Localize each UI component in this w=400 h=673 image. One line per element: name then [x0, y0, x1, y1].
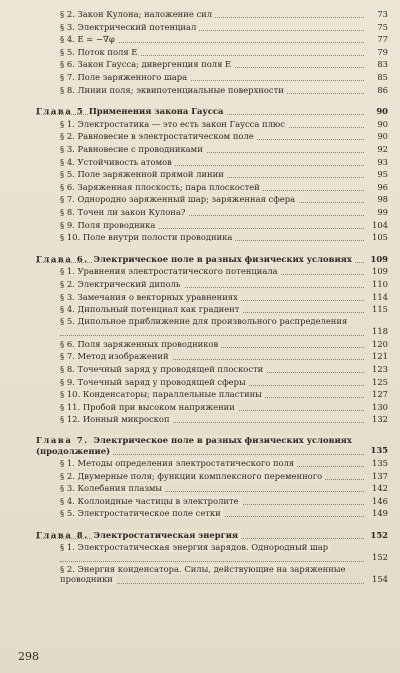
entry-title — [60, 363, 364, 376]
entry-text: § 7. Поле заряженного шара — [60, 72, 190, 82]
entry-title — [60, 219, 364, 232]
toc-entry — [0, 143, 400, 156]
entry-text: § 11. Пробой при высоком напряжении — [60, 402, 238, 412]
entry-text: § 3. Равновесие с проводниками — [60, 144, 206, 154]
entry-title — [60, 118, 364, 131]
toc-entry — [0, 495, 400, 508]
entry-text: § 8. Точечный заряд у проводящей плоскости — [60, 364, 266, 374]
entry-page-number: 120 — [372, 338, 388, 349]
entry-text: § 1. Методы определения электростатического поля — [60, 458, 297, 468]
entry-text: § 12. Ионный микроскоп — [60, 414, 173, 424]
toc-entry — [0, 350, 400, 363]
entry-text: § 7. Однородно заряженный шар; заряженная сфера — [60, 194, 298, 204]
entry-text: § 1. Уравнения электростатического потенциала — [60, 266, 281, 276]
entry-title — [60, 495, 364, 508]
entry-title — [60, 21, 364, 34]
entry-title — [60, 84, 364, 97]
entry-text: § 4. Дипольный потенциал как градиент — [60, 304, 242, 314]
toc-entry — [0, 84, 400, 97]
entry-page-number: 75 — [377, 21, 388, 32]
toc-entry — [0, 181, 400, 194]
toc-entry — [0, 21, 400, 34]
toc-entry — [0, 278, 400, 291]
chapter-title — [36, 105, 364, 118]
entry-page-number: 90 — [377, 118, 388, 129]
entry-text: § 3. Замечания о векторных уравнениях — [60, 292, 241, 302]
entry-text: § 3. Электрический потенциал — [60, 22, 199, 32]
entry-page-number: 92 — [377, 144, 388, 154]
entry-text: § 6. Поля заряженных проводников — [60, 339, 221, 349]
chapter-heading — [0, 435, 400, 457]
entry-page-number: 77 — [377, 34, 388, 45]
entry-page-number: 135 — [370, 445, 388, 455]
entry-text: § 9. Точечный заряд у проводящей сферы — [60, 377, 249, 387]
entry-page-number: 152 — [370, 530, 388, 540]
entry-title — [60, 156, 364, 169]
toc-entry — [0, 206, 400, 219]
entry-page-number: 123 — [372, 364, 388, 374]
toc-entry — [0, 507, 400, 520]
toc-entry — [0, 542, 400, 564]
entry-title — [60, 542, 364, 563]
entry-text: § 7. Метод изображений — [60, 351, 172, 361]
entry-title — [60, 564, 364, 585]
entry-page-number: 135 — [372, 458, 388, 468]
entry-title — [60, 376, 364, 389]
entry-page-number: 127 — [372, 389, 388, 400]
entry-title — [60, 206, 364, 219]
chapter-label: Глава 8. — [36, 530, 94, 540]
entry-page-number: 130 — [372, 401, 388, 412]
entry-title — [60, 130, 364, 143]
chapter-label: Глава 7. — [36, 435, 94, 445]
toc-entry — [0, 457, 400, 470]
toc-entry — [0, 231, 400, 244]
entry-title — [60, 338, 364, 351]
entry-title — [60, 291, 364, 304]
entry-page-number: 142 — [372, 483, 388, 494]
entry-page-number: 114 — [372, 291, 388, 302]
entry-page-number: 85 — [377, 72, 388, 82]
entry-text: § 10. Поле внутри полости проводника — [60, 232, 235, 242]
entry-page-number: 121 — [372, 351, 388, 362]
entry-title — [60, 193, 364, 206]
entry-page-number: 109 — [370, 253, 388, 264]
chapter-heading — [0, 105, 400, 118]
entry-text: § 5. Дипольное приближение для произвольного распределения — [60, 316, 350, 326]
entry-title — [60, 33, 364, 46]
entry-title — [60, 350, 364, 363]
entry-text: § 4. Устойчивость атомов — [60, 157, 175, 167]
toc-entry — [0, 338, 400, 351]
entry-title — [60, 58, 364, 71]
entry-title — [60, 71, 364, 84]
entry-title — [60, 388, 364, 401]
toc-entry — [0, 58, 400, 71]
entry-title — [60, 168, 364, 181]
entry-text: § 2. Равновесие в электростатическом поле — [60, 131, 257, 141]
entry-title — [60, 303, 364, 316]
entry-page-number: 104 — [372, 219, 388, 230]
entry-title — [60, 470, 364, 483]
entry-page-number: 125 — [372, 376, 388, 387]
entry-page-number: 118 — [372, 325, 388, 336]
entry-text: § 3. Колебания плазмы — [60, 483, 165, 493]
entry-page-number: 115 — [372, 304, 388, 315]
entry-text: § 8. Точен ли закон Кулона? — [60, 207, 188, 217]
chapter-heading — [0, 529, 400, 542]
entry-text: § 6. Закон Гаусса; дивергенция поля E — [60, 59, 234, 69]
entry-text: § 2. Электрический диполь — [60, 279, 184, 289]
entry-title — [60, 482, 364, 495]
entry-title — [60, 8, 364, 21]
entry-text: § 1. Электростатика — это есть закон Гаусса плюс — [60, 119, 288, 129]
entry-text: Электрическое поле в разных физических условиях (продолжение) — [36, 435, 352, 456]
entry-page-number: 86 — [377, 84, 388, 95]
entry-text: § 2. Закон Кулона; наложение сил — [60, 9, 215, 19]
entry-title — [60, 181, 364, 194]
entry-page-number: 98 — [377, 194, 388, 205]
page-number: 298 — [18, 650, 39, 663]
entry-page-number: 96 — [377, 181, 388, 192]
entry-text: Применения закона Гаусса — [89, 106, 227, 116]
entry-text: § 4. E = −∇φ — [60, 34, 118, 44]
toc-entry — [0, 71, 400, 84]
toc-entry — [0, 8, 400, 21]
chapter-title — [36, 529, 364, 542]
entry-page-number: 154 — [372, 573, 388, 584]
entry-text: Электрическое поле в разных физических условиях — [93, 254, 355, 264]
entry-text: § 8. Линии поля; эквипотенциальные поверхности — [60, 85, 287, 95]
entry-page-number: 93 — [377, 156, 388, 167]
entry-title — [60, 457, 364, 470]
entry-page-number: 146 — [372, 495, 388, 506]
toc-entry — [0, 265, 400, 278]
toc-entry — [0, 470, 400, 483]
toc-entry — [0, 376, 400, 389]
toc-entry — [0, 303, 400, 316]
entry-page-number: 90 — [377, 131, 388, 142]
toc-entry — [0, 219, 400, 232]
entry-page-number: 105 — [372, 232, 388, 243]
toc-entry — [0, 482, 400, 495]
entry-page-number: 95 — [377, 169, 388, 180]
toc-entry — [0, 401, 400, 414]
entry-title — [60, 143, 364, 156]
entry-page-number: 99 — [377, 207, 388, 217]
entry-page-number: 73 — [377, 9, 388, 19]
entry-title — [60, 265, 364, 278]
entry-page-number: 109 — [372, 266, 388, 277]
entry-page-number: 90 — [376, 106, 388, 117]
entry-title — [60, 507, 364, 520]
chapter-title — [36, 435, 364, 456]
entry-text: § 6. Заряженная плоскость; пара плоскостей — [60, 182, 263, 192]
chapter-label: Глава 6. — [36, 253, 94, 264]
entry-page-number: 110 — [372, 279, 388, 289]
entry-page-number: 137 — [372, 470, 388, 481]
entry-text: § 5. Электростатическое поле сетки — [60, 508, 224, 518]
toc-entry — [0, 156, 400, 169]
entry-text: § 4. Коллоидные частицы в электролите — [60, 496, 242, 506]
entry-text: Электростатическая энергия — [93, 530, 241, 540]
chapter-label: Глава 5 — [36, 106, 89, 117]
toc-entry — [0, 291, 400, 304]
entry-page-number: 83 — [377, 59, 388, 70]
toc-entry — [0, 130, 400, 143]
entry-title — [60, 278, 364, 291]
entry-text: § 2. Двумерные поля; функции комплексного переменного — [60, 471, 325, 481]
entry-text: § 5. Поток поля E — [60, 47, 140, 57]
entry-text: § 9. Поля проводника — [60, 220, 158, 230]
entry-text: § 2. Энергия конденсатора. Силы, действующие на заряженные проводники — [60, 563, 346, 585]
entry-text: § 1. Электростатическая энергия зарядов. Однородный шар — [60, 542, 331, 552]
entry-page-number: 152 — [372, 551, 388, 562]
toc-entry — [0, 316, 400, 338]
entry-title — [60, 316, 364, 337]
toc-entry — [0, 46, 400, 59]
entry-page-number: 132 — [372, 414, 388, 425]
entry-title — [60, 46, 364, 59]
toc-entry — [0, 564, 400, 586]
entry-page-number: 149 — [372, 508, 388, 519]
entry-text: § 5. Поле заряженной прямой линии — [60, 169, 227, 179]
toc-entry — [0, 118, 400, 131]
entry-page-number: 79 — [377, 46, 388, 57]
entry-title — [60, 413, 364, 426]
toc-entry — [0, 193, 400, 206]
entry-text: § 10. Конденсаторы; параллельные пластины — [60, 389, 265, 399]
chapter-title — [36, 253, 364, 266]
toc-entry — [0, 388, 400, 401]
entry-title — [60, 401, 364, 414]
toc-entry — [0, 33, 400, 46]
chapter-heading — [0, 253, 400, 266]
toc-entry — [0, 413, 400, 426]
toc-entry — [0, 363, 400, 376]
entry-title — [60, 231, 364, 244]
toc-entry — [0, 168, 400, 181]
